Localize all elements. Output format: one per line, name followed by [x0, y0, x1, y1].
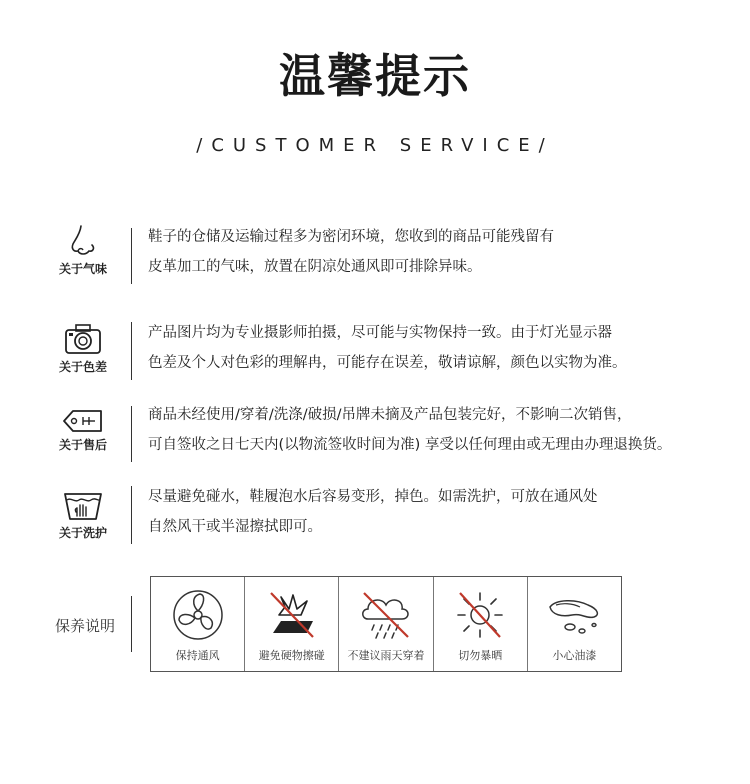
notice-text [148, 400, 738, 460]
care-item-no-sun [433, 577, 527, 671]
notice-label: 关于售后 [58, 438, 107, 452]
care-item-label: 保持通风 [175, 649, 220, 662]
wash-icon [62, 488, 104, 522]
divider [131, 486, 132, 544]
notice-text [148, 222, 738, 282]
notice-label: 关于色差 [58, 360, 107, 374]
page-subtitle: /CUSTOMER SERVICE/ [196, 135, 554, 156]
notice-text [148, 318, 738, 378]
notice-label: 关于洗护 [58, 526, 107, 540]
care-item-label: 小心油漆 [552, 649, 597, 662]
care-item-label: 切勿暴晒 [458, 649, 503, 662]
nose-icon [63, 224, 103, 258]
notice-line: 商品未经使用/穿着/洗涤/破损/吊牌未摘及产品包装完好，不影响二次销售， [148, 407, 632, 423]
camera-icon [63, 322, 103, 356]
care-item-paint [527, 577, 621, 671]
divider [131, 322, 132, 380]
notice-smell [0, 222, 750, 292]
notice-line: 色差及个人对色彩的理解冉，可能存在误差，敬请谅解，颜色以实物为准。 [148, 355, 627, 371]
care-item-no-impact [244, 577, 338, 671]
notice-text [148, 482, 738, 542]
no-impact-icon [263, 587, 321, 643]
care-item-ventilation [151, 577, 244, 671]
tag-icon [61, 408, 105, 434]
page-title: 温馨提示 [279, 49, 471, 103]
notice-line: 尽量避免碰水，鞋履泡水后容易变形，掉色。如需洗护，可放在通风处 [148, 489, 598, 505]
no-rain-icon [356, 587, 416, 643]
notice-line: 自然风干或半湿擦拭即可。 [148, 519, 322, 535]
no-sun-icon [451, 587, 509, 643]
care-item-label: 避免硬物擦碰 [258, 649, 325, 662]
notice-after-sales [0, 400, 750, 470]
divider [131, 596, 132, 652]
notice-color [0, 318, 750, 388]
care-label: 保养说明 [55, 617, 116, 635]
care-panel [150, 576, 622, 672]
care-item-label: 不建议雨天穿着 [347, 649, 425, 662]
notice-line: 产品图片均为专业摄影师拍摄，尽可能与实物保持一致。由于灯光显示器 [148, 325, 612, 341]
notice-washing [0, 482, 750, 552]
fan-icon [170, 587, 226, 643]
notice-line: 皮革加工的气味，放置在阴凉处通风即可排除异味。 [148, 259, 482, 275]
notice-line: 可自签收之日七天内(以物流签收时间为准) 享受以任何理由或无理由办理退换货。 [148, 437, 672, 453]
notice-label: 关于气味 [58, 262, 107, 276]
divider [131, 228, 132, 284]
paint-icon [542, 587, 606, 643]
notice-line: 鞋子的仓储及运输过程多为密闭环境，您收到的商品可能残留有 [148, 229, 554, 245]
care-item-no-rain [338, 577, 432, 671]
divider [131, 406, 132, 462]
